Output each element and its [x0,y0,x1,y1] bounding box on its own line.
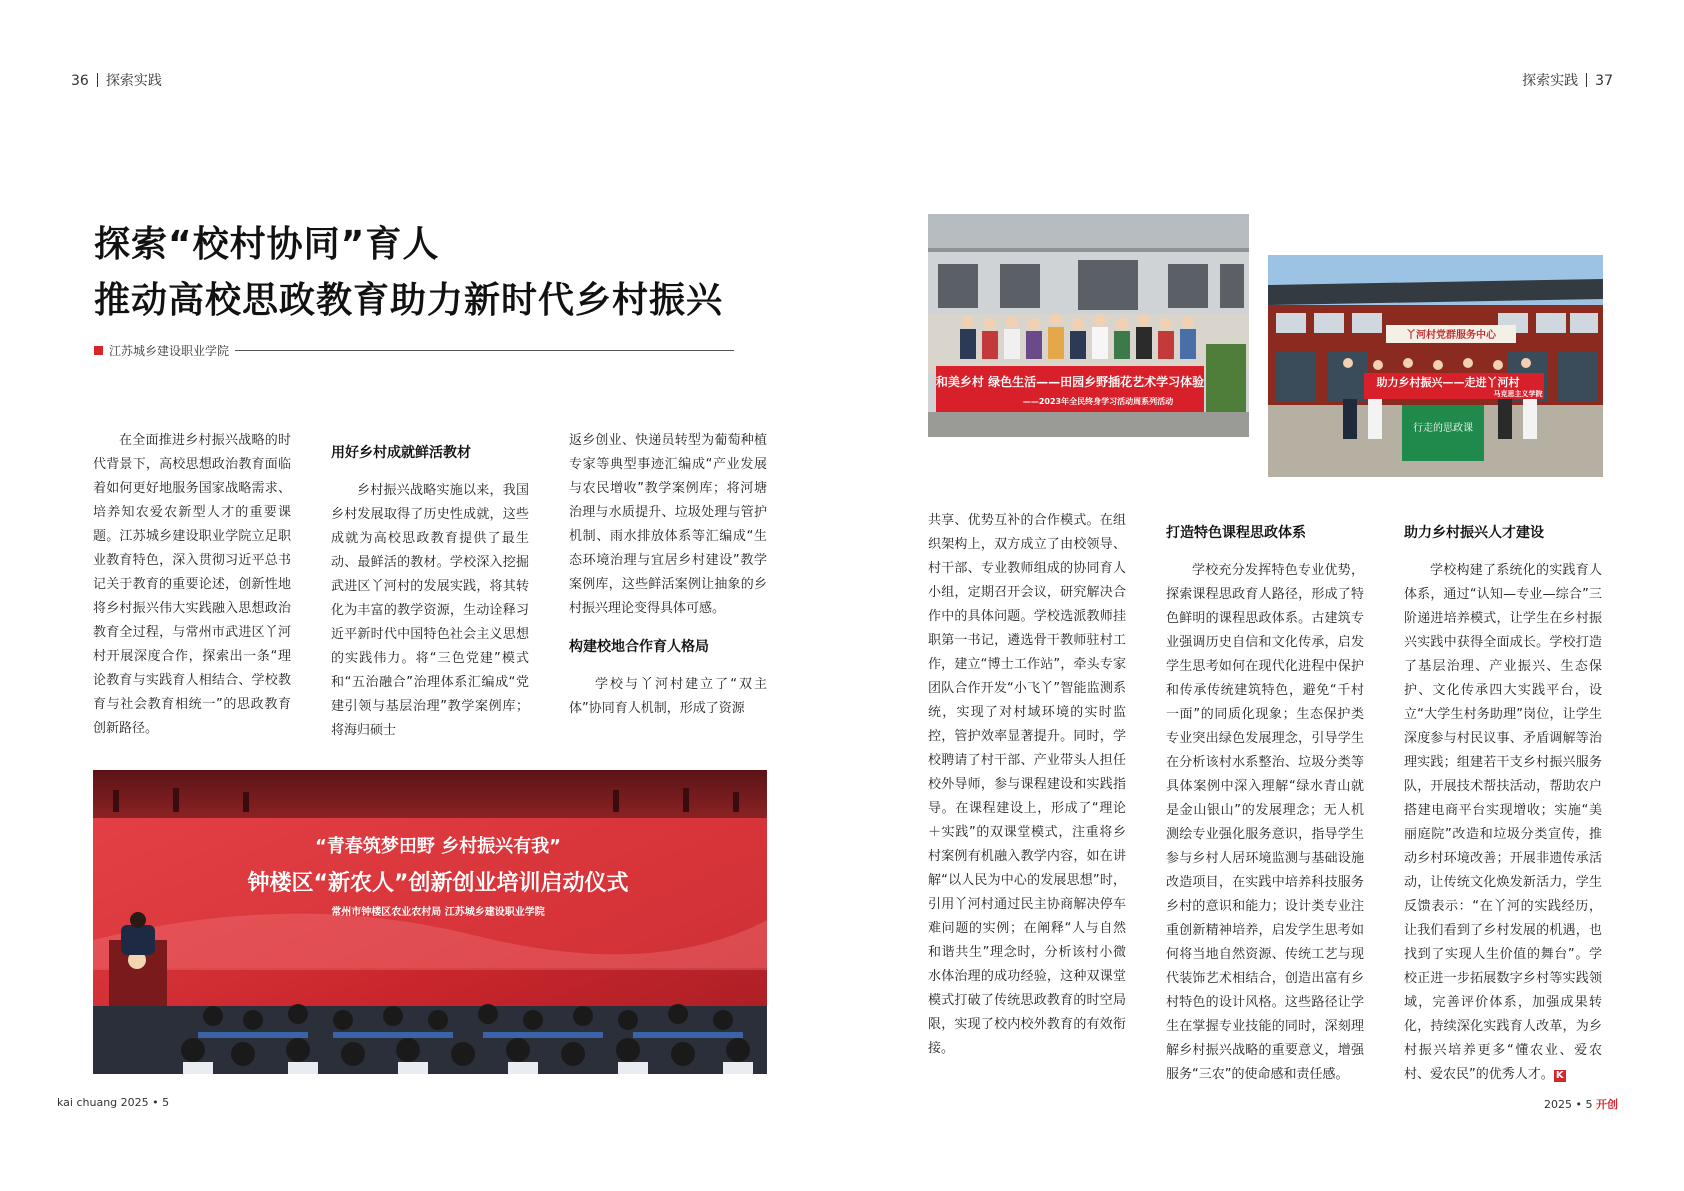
village-banner-text: 助力乡村振兴——走进丫河村 [1376,376,1520,389]
column-5 [1166,521,1364,1087]
header-divider [97,73,98,87]
left-page-number: 36 [71,73,89,89]
paragraph: 乡村振兴战略实施以来，我国乡村发展取得了历史性成就，这些成就为高校思政教育提供了最生动、最鲜活的教材。学校深入挖掘武进区丫河村的发展实践，将其转化为丰富的教学资源，生动诠释习近平新时代中国特色社会主义思想的实践伟力。将“三色党建”模式和“五治融合”治理体系汇编成“党建引领与基层治理”教学案例库；将海归硕士 [331,483,529,738]
event-slogan: “青春筑梦田野 乡村振兴有我” [315,836,561,857]
footer-brand: 开创 [1596,1098,1618,1111]
paragraph: 学校与丫河村建立了“双主体”协同育人机制，形成了资源 [569,677,767,716]
village-flag-text: 行走的思政课 [1413,423,1473,434]
section-heading: 构建校地合作育人格局 [569,639,709,655]
training-ceremony-photo [93,770,767,1074]
section-heading: 助力乡村振兴人才建设 [1404,525,1544,541]
paragraph: 学校充分发挥特色专业优势，探索课程思政育人路径，形成了特色鲜明的课程思政体系。古建筑专业强调历史自信和文化传承，启发学生思考如何在现代化进程中保护和传承传统建筑特色，避免“千村一面”的同质化现象；生态保护类专业突出绿色发展理念，引导学生在分析该村水系整治、垃圾分类等具体案例中深入理解“绿水青山就是金山银山”的发展理念；无人机测绘专业强化服务意识，指导学生参与乡村人居环境监测与基础设施改造项目，在实践中培养科技服务乡村的意识和能力；设计类专业注重创新精神培养，启发学生思考如何将当地自然资源、传统工艺与现代装饰艺术相结合，创造出富有乡村特色的设计风格。这些路径让学生在掌握专业技能的同时，深刻理解乡村振兴战略的重要意义，增强服务“三农”的使命感和责任感。 [1166,563,1364,1082]
paragraph [1404,559,1602,1087]
right-section-name: 探索实践 [1522,73,1579,89]
village-banner-sub: 马克思主义学院 [1493,390,1543,398]
right-page-number: 37 [1595,73,1613,89]
paragraph: 返乡创业、快递员转型为葡萄种植专家等典型事迹汇编成“产业发展与农民增收”教学案例库；将河塘治理与水质提升、垃圾处理与管护机制、雨水排放体系等汇编成“生态环境治理与宜居乡村建设”教学案例库，这些鲜活案例让抽象的乡村振兴理论变得具体可感。 [569,433,767,616]
column-2 [331,441,529,743]
group-photo-illustration [928,214,1249,437]
left-page-header [71,70,162,90]
author-name: 江苏城乡建设职业学院 [109,344,230,358]
event-title: 钟楼区“新农人”创新创业培训启动仪式 [247,871,629,896]
column-3 [569,429,767,721]
left-footer [57,1096,169,1109]
footer-issue: 2025 • 5 [1544,1098,1593,1111]
header-divider [1586,73,1587,87]
column-6 [1404,521,1602,1087]
column-4 [928,509,1126,1061]
article-title-line-2: 推动高校思政教育助力新时代乡村振兴 [94,280,724,321]
flower-arranging-group-photo [928,214,1249,437]
training-ceremony-illustration [93,770,767,1074]
paragraph: 共享、优势互补的合作模式。在组织架构上，双方成立了由校领导、村干部、专业教师组成的协同育人小组，定期召开会议，研究解决合作中的具体问题。学校选派教师挂职第一书记，遴选骨干教师驻村工作，建立“博士工作站”，牵头专家团队合作开发“小飞丫”智能监测系统，实现了对村域环境的实时监控，管护效率显著提升。同时，学校聘请了村干部、产业带头人担任校外导师，参与课程建设和实践指导。在课程建设上，形成了“理论＋实践”的双课堂模式，注重将乡村案例有机融入教学内容，如在讲解“以人民为中心的发展思想”时，引用丫河村通过民主协商解决停车难问题的实例；在阐释“人与自然和谐共生”理念时，分析该村小微水体治理的成功经验，这种双课堂模式打破了传统思政教育的时空局限，实现了校内校外教育的有效衔接。 [928,513,1126,1056]
section-heading: 打造特色课程思政体系 [1166,525,1306,541]
paragraph-text: 学校构建了系统化的实践育人体系，通过“认知—专业—综合”三阶递进培养模式，让学生在乡村振兴实践中获得全面成长。学校打造了基层治理、产业振兴、生态保护、文化传承四大实践平台，设立“大学生村务助理”岗位，让学生深度参与村民议事、矛盾调解等治理实践；组建若干支乡村振兴服务队，开展技术帮扶活动，帮助农户搭建电商平台实现增收；实施“美丽庭院”改造和垃圾分类宣传，推动乡村环境改善；开展非遗传承活动，让传统文化焕发新活力，学生反馈表示：“在丫河的实践经历，让我们看到了乡村发展的机遇，也找到了实现人生价值的舞台”。学校正进一步拓展数字乡村等实践领域，完善评价体系，加强成果转化，持续深化实践育人改革，为乡村振兴培养更多“懂农业、爱农村、爱农民”的优秀人才。 [1404,563,1602,1082]
footer-issue: 2025 • 5 [120,1096,170,1109]
end-mark-icon: K [1554,1070,1566,1082]
left-section-name: 探索实践 [105,73,162,89]
paragraph: 在全面推进乡村振兴战略的时代背景下，高校思想政治教育面临着如何更好地服务国家战略需求、培养知农爱农新型人才的重要课题。江苏城乡建设职业学院立足职业教育特色，深入贯彻习近平总书记关于教育的重要论述，创新性地将乡村振兴伟大实践融入思想政治教育全过程，与常州市武进区丫河村开展深度合作，探索出一条“理论教育与实践育人相结合、学校教育与社会教育相统一”的思政教育创新路径。 [93,433,291,736]
footer-brand: kai chuang [57,1096,118,1109]
author-rule [235,350,734,351]
group-banner-sub: ——2023年全民终身学习活动周系列活动 [1022,397,1174,406]
column-1 [93,429,291,741]
village-visit-photo [1268,255,1603,477]
group-banner-main: 和美乡村 绿色生活——田园乡野插花艺术学习体验 [935,375,1205,389]
event-organizers: 常州市钟楼区农业农村局 江苏城乡建设职业学院 [331,907,545,918]
right-footer [1544,1096,1618,1112]
village-sign-text: 丫河村党群服务中心 [1406,330,1496,341]
author-line [94,342,734,359]
village-photo-illustration [1268,255,1603,477]
right-page-header [1522,70,1613,90]
author-marker-icon [94,346,103,355]
section-heading: 用好乡村成就鲜活教材 [331,445,471,461]
article-title-line-1: 探索“校村协同”育人 [94,224,440,265]
